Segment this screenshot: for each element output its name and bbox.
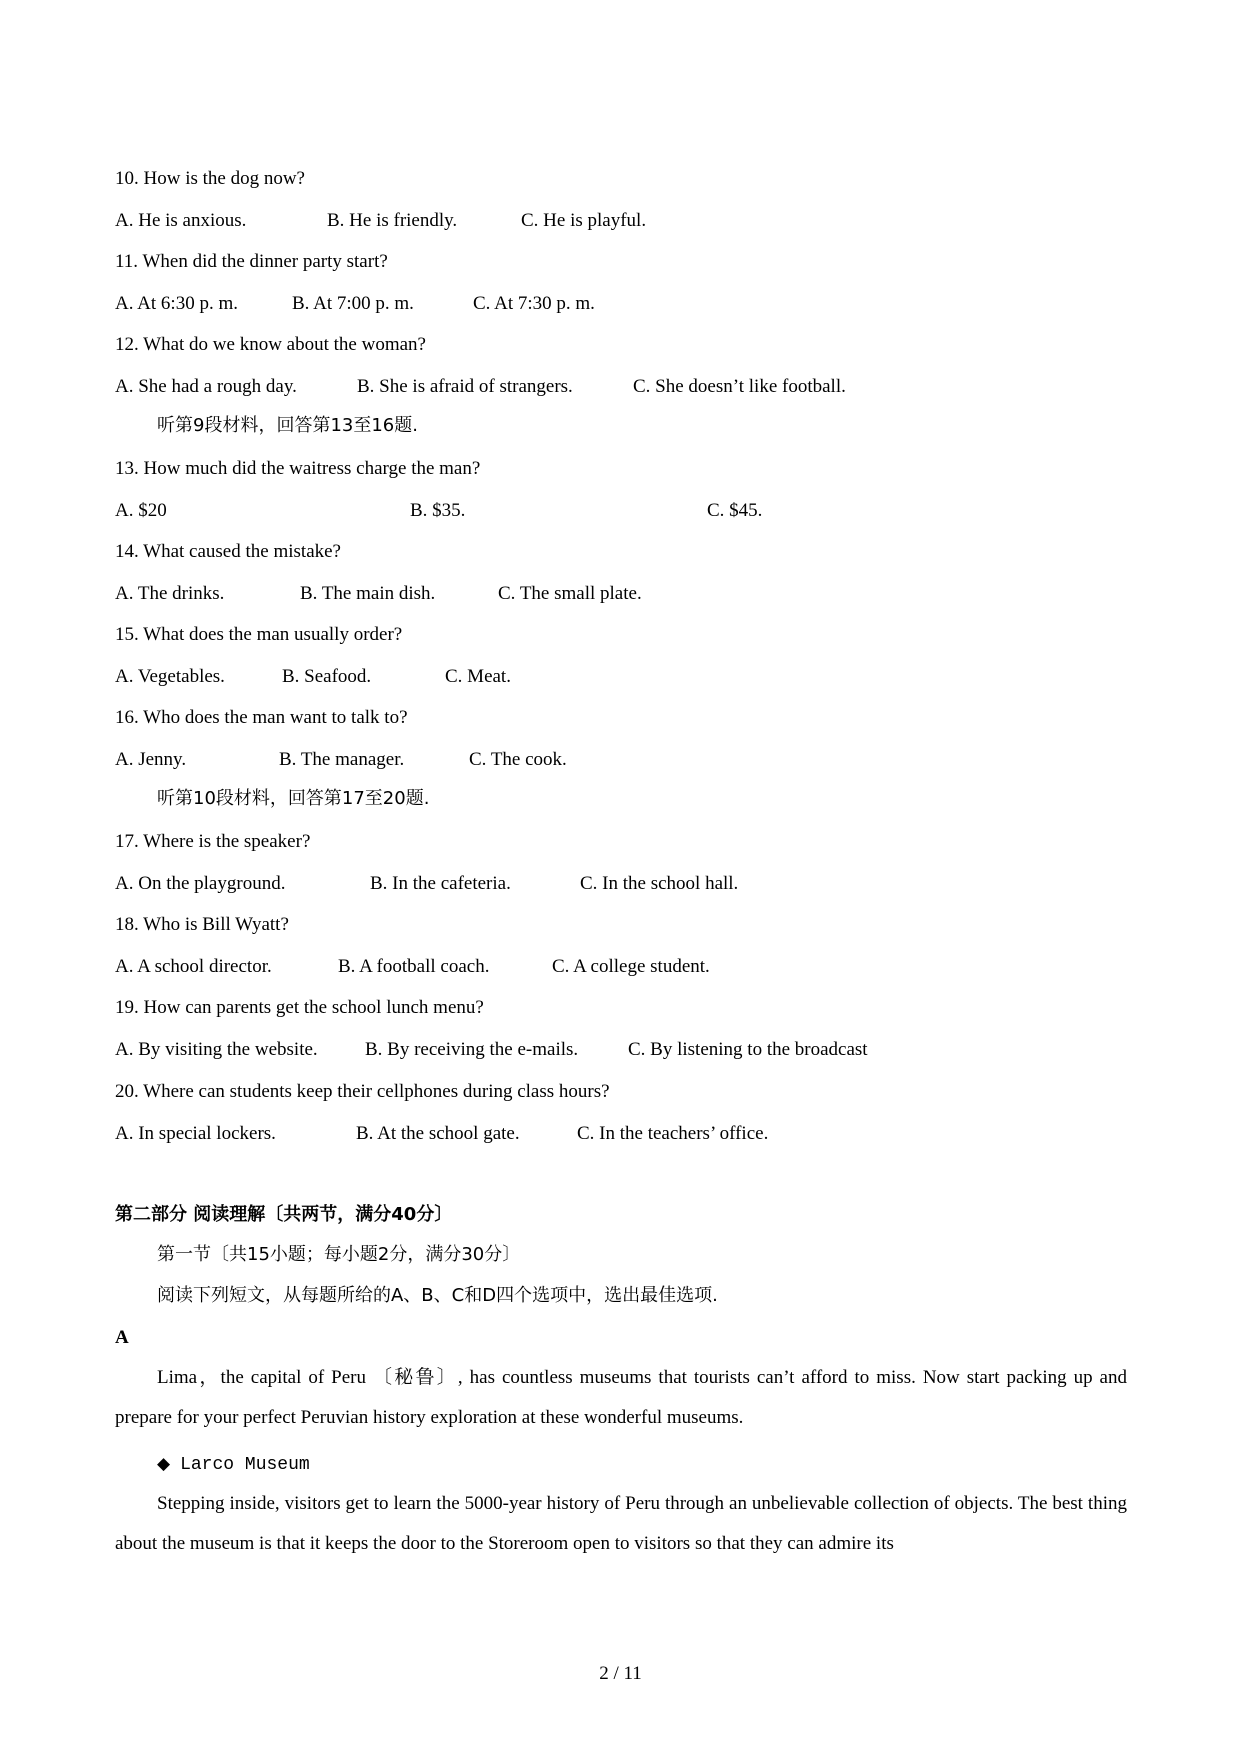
- section1-heading: 第一节〔共15小题；每小题2分，满分30分〕: [157, 1244, 521, 1265]
- q14-option-a: A. The drinks.: [115, 583, 225, 604]
- q20-option-c: C. In the teachers’ office.: [577, 1123, 769, 1144]
- passage-label: A: [115, 1327, 129, 1348]
- part2-heading: 第二部分 阅读理解〔共两节，满分40分〕: [115, 1204, 453, 1225]
- instruction-material-9: 听第9段材料，回答第13至16题.: [157, 415, 418, 436]
- q14-option-c: C. The small plate.: [498, 583, 642, 604]
- reading-directions: 阅读下列短文，从每题所给的A、B、C和D四个选项中，选出最佳选项.: [157, 1285, 718, 1306]
- q15-option-b: B. Seafood.: [282, 666, 372, 687]
- question-17: 17. Where is the speaker?: [115, 831, 311, 852]
- q19-option-c: C. By listening to the broadcast: [628, 1039, 868, 1060]
- q18-option-b: B. A football coach.: [338, 956, 490, 977]
- q14-option-b: B. The main dish.: [300, 583, 436, 604]
- question-13: 13. How much did the waitress charge the man?: [115, 458, 481, 479]
- q16-option-c: C. The cook.: [469, 749, 567, 770]
- question-11: 11. When did the dinner party start?: [115, 251, 388, 272]
- q20-option-a: A. In special lockers.: [115, 1123, 276, 1144]
- question-15: 15. What does the man usually order?: [115, 624, 403, 645]
- q16-option-a: A. Jenny.: [115, 749, 187, 770]
- q17-option-b: B. In the cafeteria.: [370, 873, 511, 894]
- q18-option-c: C. A college student.: [552, 956, 710, 977]
- question-10: 10. How is the dog now?: [115, 168, 305, 189]
- q13-option-c: C. $45.: [707, 500, 763, 521]
- museum-description: [115, 1484, 1127, 1564]
- passage-intro-text: Lima，the capital of Peru 〔秘鲁〕, has countless museums that tourists can’t afford to miss. Now start packing up and prepare for your perfect Peruvian history exploration at these wonderful museums.: [115, 1367, 1127, 1428]
- q10-option-b: B. He is friendly.: [327, 210, 458, 231]
- q17-option-a: A. On the playground.: [115, 873, 286, 894]
- museum-title: Larco Museum: [180, 1455, 310, 1475]
- q10-option-a: A. He is anxious.: [115, 210, 247, 231]
- q13-option-a: A. $20: [115, 500, 167, 521]
- q20-option-b: B. At the school gate.: [356, 1123, 520, 1144]
- museum-description-text: Stepping inside, visitors get to learn the 5000-year history of Peru through an unbelievable collection of objects. The best thing about the museum is that it keeps the door to the Storeroom open to visitors so that they can admire its: [115, 1493, 1127, 1554]
- passage-intro: [115, 1358, 1127, 1438]
- museum-heading: [157, 1452, 310, 1477]
- question-20: 20. Where can students keep their cellphones during class hours?: [115, 1081, 610, 1102]
- q16-option-b: B. The manager.: [279, 749, 405, 770]
- question-14: 14. What caused the mistake?: [115, 541, 341, 562]
- q12-option-b: B. She is afraid of strangers.: [357, 376, 573, 397]
- q13-option-b: B. $35.: [410, 500, 466, 521]
- q15-option-a: A. Vegetables.: [115, 666, 225, 687]
- page-number: 2 / 11: [599, 1663, 642, 1684]
- q15-option-c: C. Meat.: [445, 666, 511, 687]
- q12-option-a: A. She had a rough day.: [115, 376, 297, 397]
- q18-option-a: A. A school director.: [115, 956, 272, 977]
- instruction-material-10: 听第10段材料，回答第17至20题.: [157, 788, 430, 809]
- question-12: 12. What do we know about the woman?: [115, 334, 426, 355]
- q10-option-c: C. He is playful.: [521, 210, 647, 231]
- q19-option-a: A. By visiting the website.: [115, 1039, 318, 1060]
- question-19: 19. How can parents get the school lunch menu?: [115, 997, 484, 1018]
- q11-option-a: A. At 6:30 p. m.: [115, 293, 238, 314]
- q11-option-b: B. At 7:00 p. m.: [292, 293, 414, 314]
- q11-option-c: C. At 7:30 p. m.: [473, 293, 595, 314]
- q12-option-c: C. She doesn’t like football.: [633, 376, 846, 397]
- q19-option-b: B. By receiving the e-mails.: [365, 1039, 579, 1060]
- question-18: 18. Who is Bill Wyatt?: [115, 914, 289, 935]
- question-16: 16. Who does the man want to talk to?: [115, 707, 408, 728]
- q17-option-c: C. In the school hall.: [580, 873, 739, 894]
- diamond-bullet-icon: ◆: [157, 1454, 171, 1474]
